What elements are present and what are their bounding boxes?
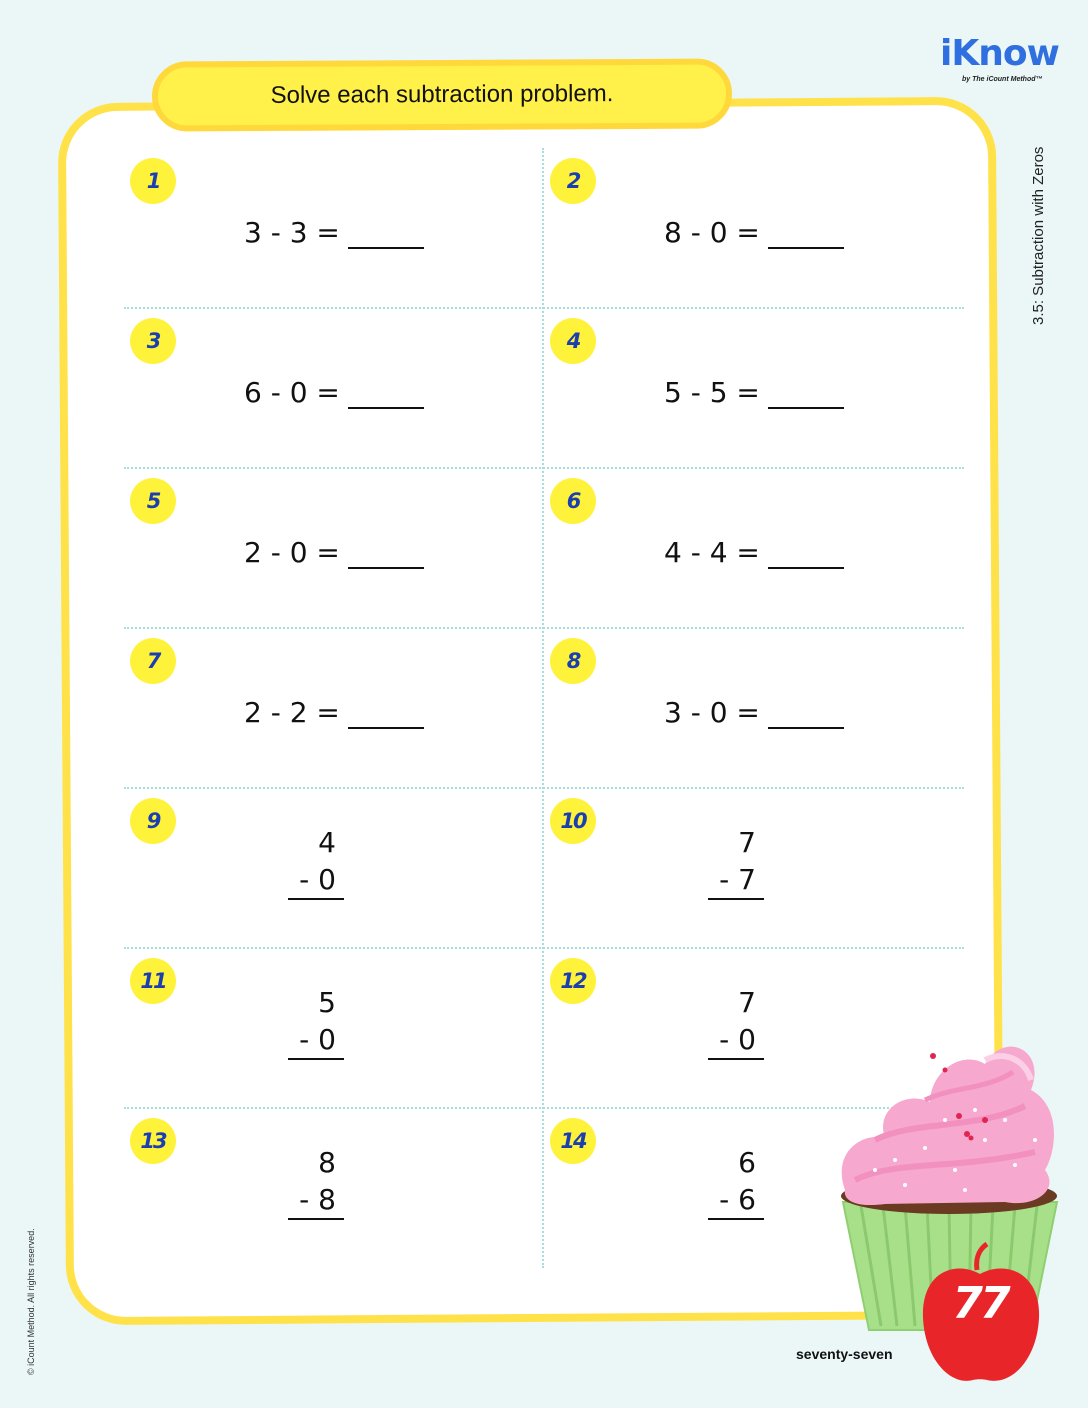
answer-blank[interactable] — [768, 541, 844, 569]
equation — [244, 376, 424, 409]
problem-4 — [542, 306, 962, 466]
minuend: 7 — [738, 986, 756, 1019]
instructions-text: Solve each subtraction problem. — [270, 80, 614, 109]
problem-number-badge: 13 — [130, 1118, 176, 1164]
answer-blank[interactable] — [768, 701, 844, 729]
instructions-banner — [152, 58, 732, 131]
problem-9 — [122, 786, 542, 946]
answer-blank[interactable] — [348, 541, 424, 569]
problem-number-badge: 1 — [130, 158, 176, 204]
answer-blank[interactable] — [348, 221, 424, 249]
problem-number-badge: 6 — [550, 478, 596, 524]
minuend: 5 — [318, 986, 336, 1019]
problem-8 — [542, 626, 962, 786]
page-number: 77 — [952, 1278, 1008, 1329]
equation-text: 3 - 0 = — [664, 696, 760, 729]
problem-number-badge: 4 — [550, 318, 596, 364]
lesson-label: 3.5: Subtraction with Zeros — [1030, 146, 1047, 325]
equation-text: 2 - 2 = — [244, 696, 340, 729]
equation — [244, 216, 424, 249]
vertical-subtraction[interactable] — [708, 1144, 764, 1220]
equation-text: 4 - 4 = — [664, 536, 760, 569]
answer-blank[interactable] — [768, 221, 844, 249]
problem-5 — [122, 466, 542, 626]
subtrahend: - 6 — [708, 1182, 764, 1220]
equation-text: 8 - 0 = — [664, 216, 760, 249]
minuend: 8 — [318, 1146, 336, 1179]
equation — [664, 376, 844, 409]
problem-6 — [542, 466, 962, 626]
minuend: 7 — [738, 826, 756, 859]
problem-number-badge: 11 — [130, 958, 176, 1004]
brand-logo — [940, 33, 1060, 88]
equation — [664, 536, 844, 569]
equation-text: 3 - 3 = — [244, 216, 340, 249]
page-number-words: seventy-seven — [796, 1346, 893, 1362]
problem-3 — [122, 306, 542, 466]
equation — [244, 696, 424, 729]
vertical-subtraction[interactable] — [288, 1144, 344, 1220]
problem-number-badge: 2 — [550, 158, 596, 204]
subtrahend: - 0 — [288, 1022, 344, 1060]
answer-blank[interactable] — [348, 381, 424, 409]
vertical-subtraction[interactable] — [708, 984, 764, 1060]
problem-number-badge: 7 — [130, 638, 176, 684]
subtrahend: - 0 — [708, 1022, 764, 1060]
problem-11 — [122, 946, 542, 1106]
problem-number-badge: 9 — [130, 798, 176, 844]
problem-number-badge: 10 — [550, 798, 596, 844]
equation — [664, 216, 844, 249]
vertical-subtraction[interactable] — [708, 824, 764, 900]
vertical-subtraction[interactable] — [288, 984, 344, 1060]
answer-blank[interactable] — [768, 381, 844, 409]
problem-10 — [542, 786, 962, 946]
minuend: 4 — [318, 826, 336, 859]
subtrahend: - 0 — [288, 862, 344, 900]
problem-number-badge: 3 — [130, 318, 176, 364]
problem-number-badge: 5 — [130, 478, 176, 524]
vertical-subtraction[interactable] — [288, 824, 344, 900]
problem-number-badge: 8 — [550, 638, 596, 684]
brand-name: iKnow — [940, 33, 1059, 74]
problem-13 — [122, 1106, 542, 1266]
equation — [244, 536, 424, 569]
problem-number-badge: 12 — [550, 958, 596, 1004]
equation — [664, 696, 844, 729]
subtrahend: - 8 — [288, 1182, 344, 1220]
equation-text: 6 - 0 = — [244, 376, 340, 409]
problem-1 — [122, 146, 542, 306]
problem-number-badge: 14 — [550, 1118, 596, 1164]
problem-2 — [542, 146, 962, 306]
brand-tagline: by The iCount Method™ — [962, 76, 1043, 83]
page-number-badge — [915, 1240, 1045, 1390]
minuend: 6 — [738, 1146, 756, 1179]
equation-text: 2 - 0 = — [244, 536, 340, 569]
subtrahend: - 7 — [708, 862, 764, 900]
answer-blank[interactable] — [348, 701, 424, 729]
copyright-notice: © iCount Method. All rights reserved. — [26, 1228, 36, 1375]
equation-text: 5 - 5 = — [664, 376, 760, 409]
problem-7 — [122, 626, 542, 786]
